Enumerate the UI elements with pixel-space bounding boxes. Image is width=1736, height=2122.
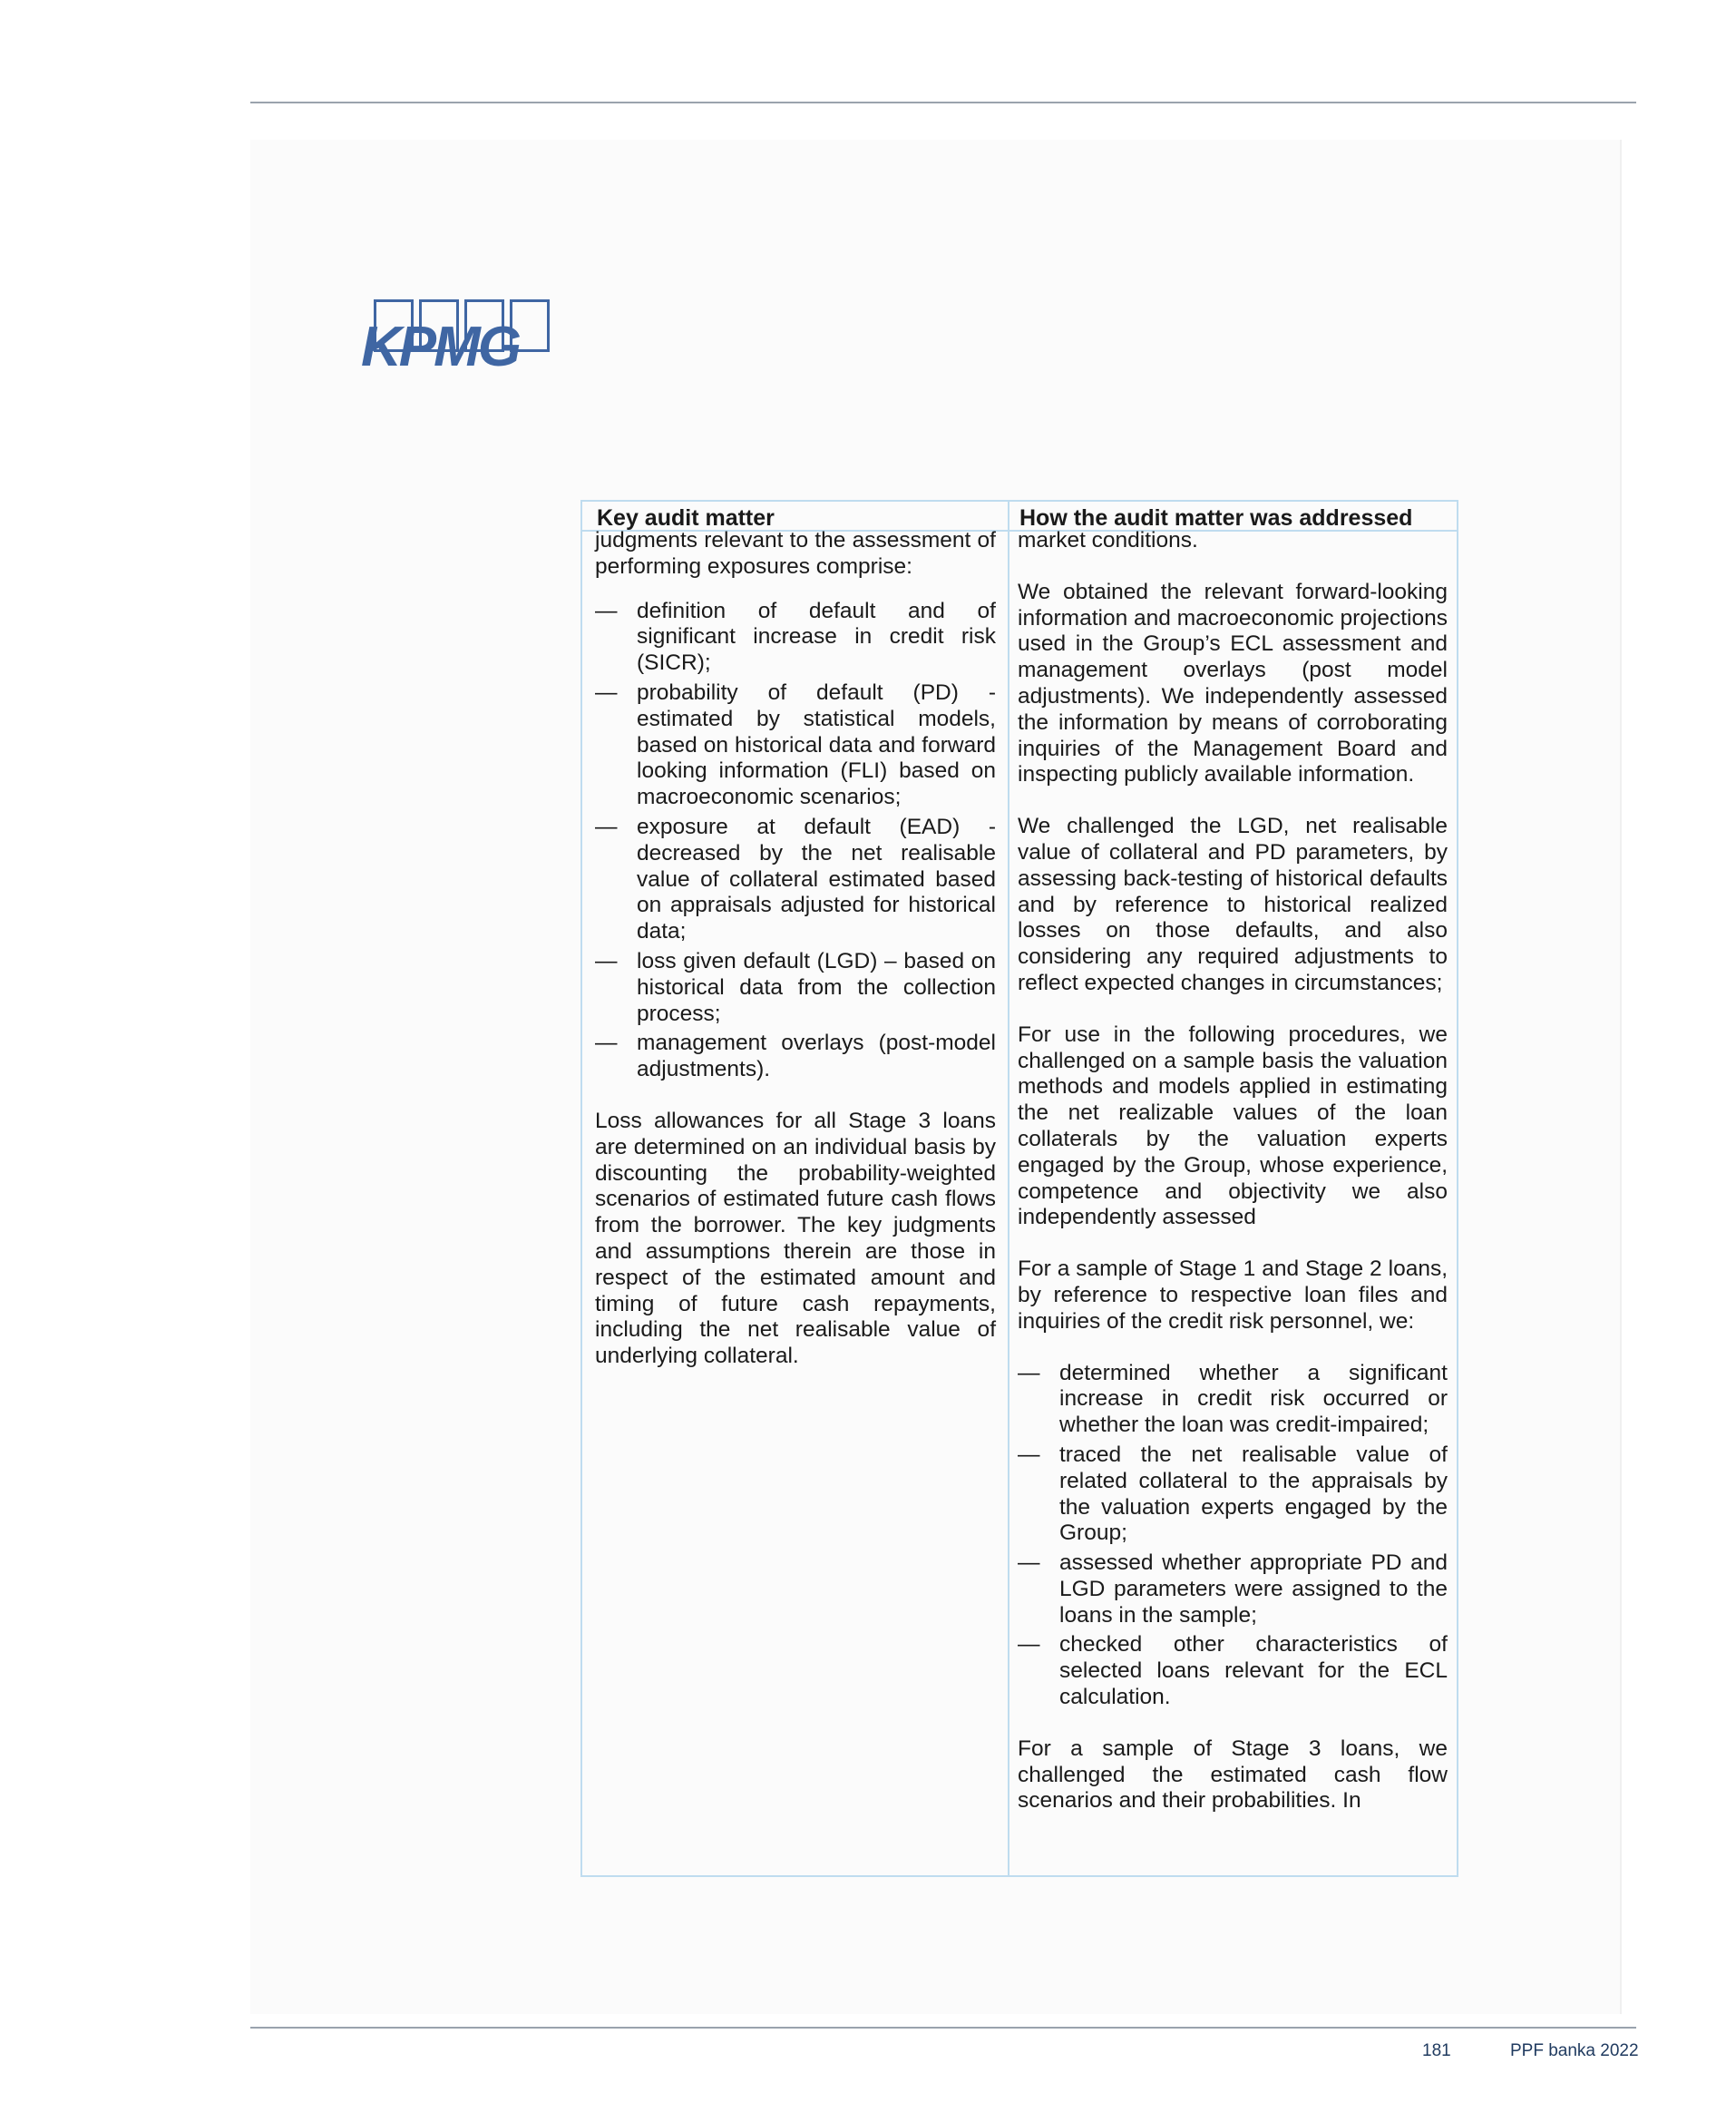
list-item: — definition of default and of significant increase in credit risk (SICR); [595,598,996,676]
document-title: PPF banka 2022 [1510,2041,1639,2060]
right-paragraph: For a sample of Stage 1 and Stage 2 loans, by reference to respective loan files and inquiries of the credit risk personnel, we: [1018,1257,1448,1334]
list-item: — determined whether a significant increase in credit risk occurred or whether the loan was credit-impaired; [1018,1360,1448,1438]
list-item: — loss given default (LGD) – based on historical data from the collection process; [595,948,996,1026]
right-paragraph: We obtained the relevant forward-looking information and macroeconomic projections used in the Group’s ECL assessment and management overlays (post model adjustments). We independently assessed the information by means of corroborating inquiries of the Management Board and inspecting publicly available information. [1018,579,1448,787]
kpmg-logo [361,299,551,378]
list-item: — traced the net realisable value of related collateral to the appraisals by the valuation experts engaged by the Group; [1018,1442,1448,1546]
left-bullet-list [595,599,996,1083]
left-intro: judgments relevant to the assessment of performing exposures comprise: [595,528,996,579]
list-item: — exposure at default (EAD) - decreased by the net realisable value of collateral estimated based on appraisals adjusted for historical data; [595,814,996,944]
header-how-addressed: How the audit matter was addressed [1019,505,1413,531]
page-number: 181 [1422,2041,1451,2060]
header-key-audit-matter: Key audit matter [597,505,775,531]
scan-edge [1620,140,1622,2014]
list-item: — probability of default (PD) - estimated by statistical models, based on historical data and forward looking information (FLI) based on macroeconomic scenarios; [595,680,996,810]
list-item: — checked other characteristics of selected loans relevant for the ECL calculation. [1018,1632,1448,1710]
logo-text: KPMG [361,316,519,378]
right-bullet-list [1018,1361,1448,1711]
right-paragraph: For use in the following procedures, we challenged on a sample basis the valuation methods and models applied in estimating the net realizable values of the loan collaterals by the valuation experts engaged by the Group, whose experience, competence and objectivity we also independently assessed [1018,1022,1448,1230]
right-paragraph: We challenged the LGD, net realisable value of collateral and PD parameters, by assessing back-testing of historical defaults and by reference to historical realized losses on those defaults, and also considering any required adjustments to reflect expected changes in circumstances; [1018,814,1448,995]
bottom-rule [250,2027,1636,2029]
right-paragraph: market conditions. [1018,528,1198,553]
column-divider [1008,502,1009,1875]
list-item: — assessed whether appropriate PD and LGD parameters were assigned to the loans in the sample; [1018,1550,1448,1628]
right-column [1018,528,1448,1840]
left-column [595,528,996,1395]
left-paragraph-stage3: Loss allowances for all Stage 3 loans are determined on an individual basis by discounting the probability-weighted scenarios of estimated future cash flows from the borrower. The key judgments and assumptions therein are those in respect of the estimated amount and timing of future cash repayments, including the net realisable value of underlying collateral. [595,1108,996,1369]
right-paragraph: For a sample of Stage 3 loans, we challenged the estimated cash flow scenarios and their probabilities. In [1018,1736,1448,1814]
list-item: — management overlays (post-model adjustments). [595,1031,996,1082]
top-rule [250,102,1636,103]
